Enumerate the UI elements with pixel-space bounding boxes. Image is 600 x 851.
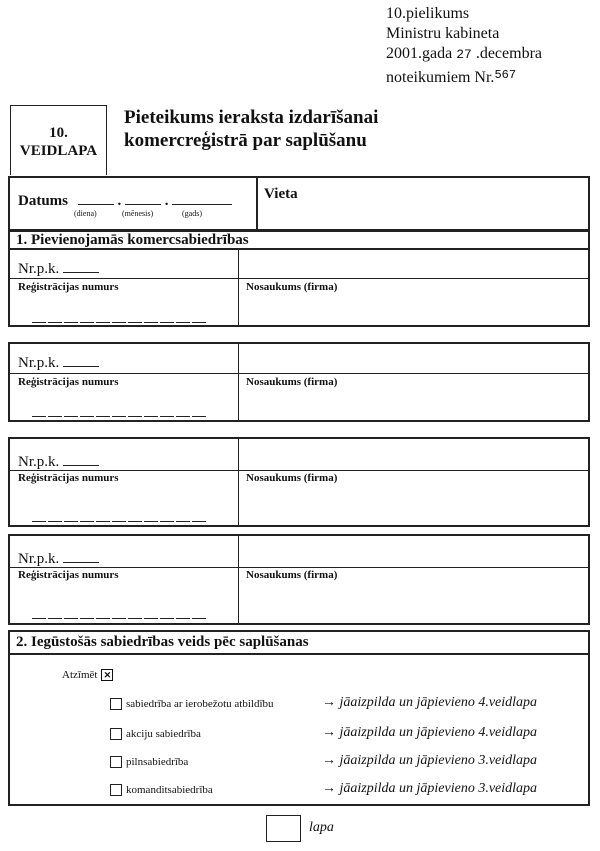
nr-label: Nr.p.k. <box>18 261 60 277</box>
form-number: 10. <box>49 125 68 141</box>
page-count-input[interactable] <box>266 815 301 842</box>
company-name-label[interactable]: Nosaukums (firma) <box>246 281 338 293</box>
page-title <box>124 106 378 152</box>
column-divider <box>238 439 239 525</box>
section-1-header: 1. Pievienojamās komercsabiedrības <box>8 230 590 250</box>
annex-line-3 <box>386 44 542 65</box>
nr-field[interactable] <box>18 354 99 372</box>
annex-month: .decembra <box>471 45 542 62</box>
annex-day: 27 <box>456 47 472 62</box>
row-divider <box>10 567 588 568</box>
option-label: pilnsabiedrība <box>126 756 189 768</box>
year-hint: (gads) <box>182 209 202 218</box>
reg-number-input[interactable] <box>32 408 206 417</box>
checked-box-icon: ✕ <box>101 669 113 681</box>
month-hint: (mēnesis) <box>122 209 154 218</box>
checkbox[interactable] <box>110 728 122 740</box>
nr-input[interactable] <box>63 453 99 466</box>
date-place-divider <box>256 178 258 229</box>
annex-reference <box>386 4 542 88</box>
mark-instruction <box>62 669 113 681</box>
row-divider <box>10 278 588 279</box>
option-label: sabiedrība ar ierobežotu atbildību <box>126 698 274 710</box>
option-label: komanditsabiedrība <box>126 784 213 796</box>
option-sia[interactable] <box>110 698 274 710</box>
nr-field[interactable] <box>18 260 99 278</box>
date-place-section <box>8 176 590 231</box>
annex-year: 2001.gada <box>386 45 457 62</box>
nr-input[interactable] <box>63 260 99 273</box>
day-hint: (diena) <box>74 209 97 218</box>
reg-number-label: Reģistrācijas numurs <box>18 472 119 484</box>
nr-label: Nr.p.k. <box>18 551 60 567</box>
reg-number-input[interactable] <box>32 314 206 323</box>
nr-field[interactable] <box>18 550 99 568</box>
option-label: akciju sabiedrība <box>126 728 201 740</box>
section-2 <box>8 630 590 806</box>
annex-regulation-label: noteikumiem Nr. <box>386 69 495 86</box>
reg-number-label: Reģistrācijas numurs <box>18 281 119 293</box>
column-divider <box>238 250 239 325</box>
column-divider <box>238 344 239 420</box>
option-komanditsabiedriba[interactable] <box>110 784 213 796</box>
title-line-1: Pieteikums ieraksta izdarīšanai <box>124 107 379 128</box>
reg-number-input[interactable] <box>32 610 206 619</box>
nr-field[interactable] <box>18 453 99 471</box>
place-label: Vieta <box>264 186 298 202</box>
option-note: → jāaizpilda un jāpievieno 4.veidlapa <box>322 725 538 740</box>
nr-input[interactable] <box>63 550 99 563</box>
reg-number-label: Reģistrācijas numurs <box>18 569 119 581</box>
company-name-label[interactable]: Nosaukums (firma) <box>246 376 338 388</box>
checkbox[interactable] <box>110 698 122 710</box>
option-pilnsabiedriba[interactable] <box>110 756 188 768</box>
checkbox[interactable] <box>110 784 122 796</box>
nr-input[interactable] <box>63 354 99 367</box>
date-label: Datums <box>18 193 69 209</box>
checkbox[interactable] <box>110 756 122 768</box>
page-label: lapa <box>309 820 334 835</box>
title-line-2: komercreģistrā par saplūšanu <box>124 130 367 151</box>
option-as[interactable] <box>110 728 201 740</box>
date-field[interactable]: Datums . . <box>18 192 232 210</box>
section-2-header: 2. Iegūstošās sabiedrības veids pēc saplūšanas <box>10 632 588 655</box>
row-divider <box>10 373 588 374</box>
form-number-box <box>10 105 107 175</box>
company-block-1 <box>8 248 590 327</box>
day-input[interactable] <box>78 192 114 205</box>
option-note: → jāaizpilda un jāpievieno 3.veidlapa <box>322 781 538 796</box>
form-label: VEIDLAPA <box>19 143 98 159</box>
month-input[interactable] <box>125 192 161 205</box>
company-block-2 <box>8 342 590 422</box>
company-block-3 <box>8 437 590 527</box>
reg-number-label: Reģistrācijas numurs <box>18 376 119 388</box>
nr-label: Nr.p.k. <box>18 454 60 470</box>
row-divider <box>10 470 588 471</box>
nr-label: Nr.p.k. <box>18 355 60 371</box>
annex-line-4 <box>386 65 542 88</box>
mark-label: Atzīmēt <box>62 669 98 681</box>
company-block-4 <box>8 534 590 625</box>
annex-line-1: 10.pielikums <box>386 5 470 22</box>
year-input[interactable] <box>172 192 232 205</box>
column-divider <box>238 536 239 623</box>
company-name-label[interactable]: Nosaukums (firma) <box>246 569 338 581</box>
annex-line-2: Ministru kabineta <box>386 25 500 42</box>
option-note: → jāaizpilda un jāpievieno 3.veidlapa <box>322 753 538 768</box>
reg-number-input[interactable] <box>32 513 206 522</box>
annex-regulation-number: 567 <box>494 68 517 82</box>
option-note: → jāaizpilda un jāpievieno 4.veidlapa <box>322 695 538 710</box>
company-name-label[interactable]: Nosaukums (firma) <box>246 472 338 484</box>
